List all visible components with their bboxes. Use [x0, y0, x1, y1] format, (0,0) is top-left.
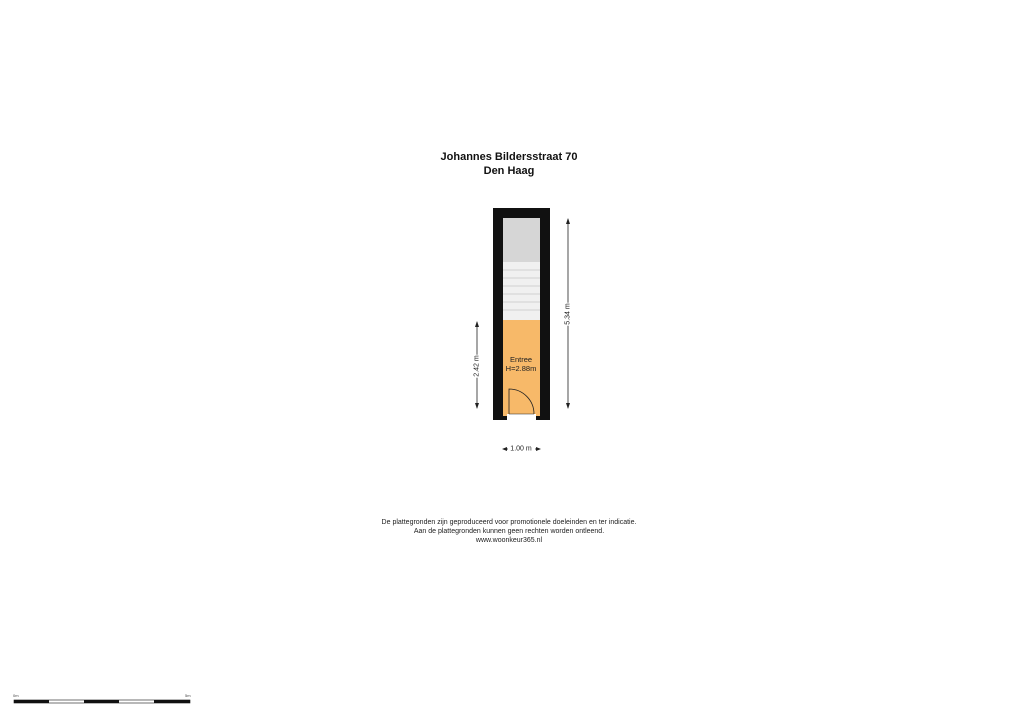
- website-link[interactable]: www.woonkeur365.nl: [475, 537, 543, 544]
- address-line: Johannes Bildersstraat 70: [440, 151, 578, 163]
- stair-treads: [503, 262, 540, 320]
- scale-bar: [14, 700, 190, 703]
- city-line: Den Haag: [483, 165, 535, 177]
- dimension-total-length-label: 5.34 m: [564, 303, 572, 325]
- room-name: Entree: [509, 355, 533, 364]
- disclaimer: [0, 518, 1018, 545]
- room-label-entree: [503, 355, 539, 373]
- disclaimer-line-2: Aan de plattegronden kunnen geen rechten worden ontleend.: [413, 528, 605, 535]
- dimension-room-length-label: 2.42 m: [473, 355, 481, 377]
- stair-landing: [503, 218, 540, 262]
- room-height: H=2.88m: [505, 364, 537, 373]
- scale-end-label: 5m: [185, 693, 191, 698]
- scale-start-label: 0m: [13, 693, 19, 698]
- disclaimer-line-1: De plattegronden zijn geproduceerd voor promotionele doeleinden en ter indicatie.: [381, 519, 637, 526]
- dimension-width-label: 1.00 m: [510, 445, 532, 453]
- door-opening: [507, 414, 536, 422]
